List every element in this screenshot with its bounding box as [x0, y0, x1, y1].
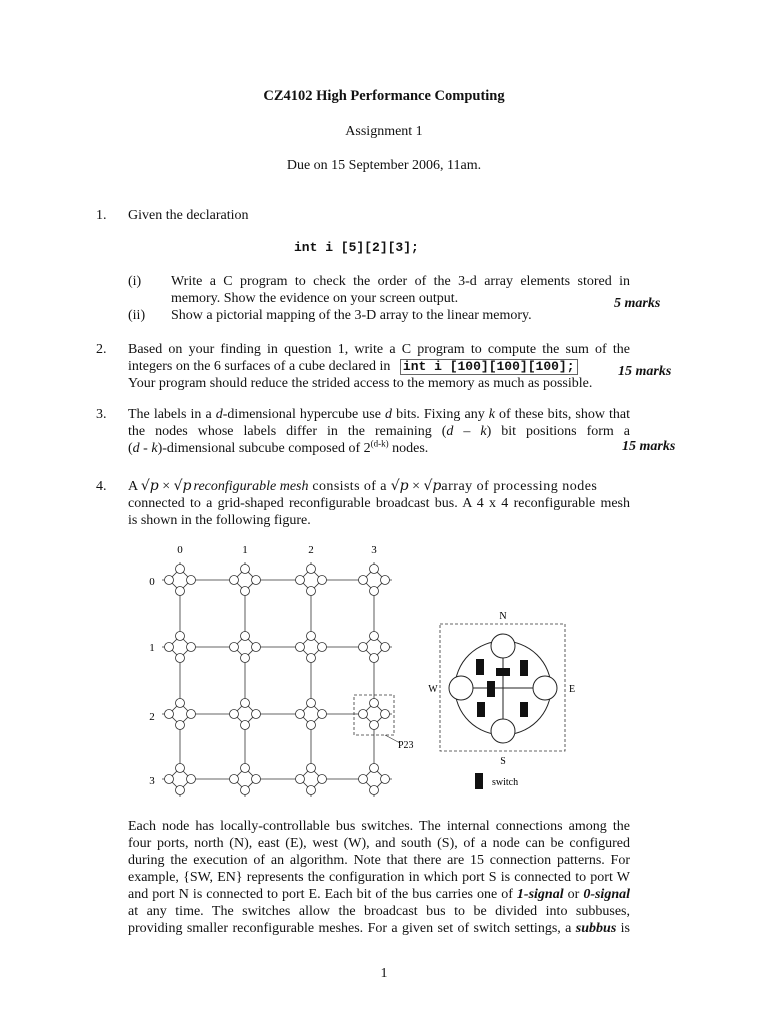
col-labels	[177, 544, 377, 556]
q1-part-ii-label: (ii)	[128, 308, 146, 323]
q2-line2-text: integers on the 6 surfaces of a cube declared in	[128, 359, 391, 374]
col-label: 3	[371, 544, 377, 556]
mesh-node-port	[296, 710, 305, 719]
mesh-node-port	[165, 576, 174, 585]
q3-var-k: k	[480, 424, 487, 439]
mesh-node-port	[370, 632, 379, 641]
q3-text: ) bit positions form a	[486, 424, 630, 439]
switch-block	[520, 702, 528, 717]
mesh-node-port	[165, 775, 174, 784]
q1-number: 1.	[96, 208, 107, 223]
row-label: 1	[149, 642, 155, 654]
q1-marks: 5 marks	[614, 296, 661, 311]
body-text: is	[616, 921, 631, 936]
body-text: providing smaller reconfigurable meshes. For a given set of switch settings, a	[128, 921, 576, 936]
port-e-circle	[533, 676, 557, 700]
q3-text: nodes.	[388, 441, 429, 456]
mesh-node-port	[370, 587, 379, 596]
q3-line3	[128, 440, 630, 457]
q4-line2: connected to a grid-shaped reconfigurable broadcast bus. A 4 x 4 reconfigurable mesh	[128, 496, 630, 511]
sqrt-p: √p	[140, 478, 159, 494]
body-line-4: example, {SW, EN} represents the configuration in which port S is connected to port W	[128, 870, 630, 885]
body-line-7	[128, 920, 630, 937]
mesh-node-port	[252, 576, 261, 585]
mesh-node-port	[307, 764, 316, 773]
mesh-node-port	[241, 654, 250, 663]
switch-legend-label: switch	[492, 777, 519, 788]
mesh-node-port	[241, 721, 250, 730]
q3-text: -dimensional hypercube use	[222, 407, 386, 422]
mesh-node-port	[307, 632, 316, 641]
switch-block	[487, 681, 495, 697]
mesh-node-port	[165, 643, 174, 652]
q4-text: array of processing nodes	[441, 479, 598, 494]
q3-text: -	[139, 441, 152, 456]
term-subbus: subbus	[575, 921, 617, 936]
mesh-node-port	[230, 643, 239, 652]
q3-text: bits. Fixing any	[392, 407, 489, 422]
mesh-node-port	[359, 775, 368, 784]
mesh-node-port	[230, 576, 239, 585]
mesh-node-port	[370, 786, 379, 795]
mesh-node-port	[381, 643, 390, 652]
mesh-node-port	[296, 576, 305, 585]
mesh-node-port	[176, 764, 185, 773]
mesh-node-port	[370, 764, 379, 773]
mesh-node-port	[381, 710, 390, 719]
mesh-node-port	[176, 786, 185, 795]
switch-block	[476, 659, 484, 675]
term-reconfigurable-mesh: reconfigurable mesh	[193, 479, 309, 494]
mesh-node-port	[318, 576, 327, 585]
mesh-node-port	[230, 710, 239, 719]
page-title: CZ4102 High Performance Computing	[263, 88, 505, 104]
mesh-node-port	[307, 786, 316, 795]
q1-part-i-line1: Write a C program to check the order of the 3-d array elements stored in	[171, 274, 630, 289]
mesh-node-port	[381, 775, 390, 784]
body-line-6: at any time. The switches allow the broadcast bus to be divided into subbuses,	[128, 904, 630, 919]
q4-text: A	[128, 479, 141, 494]
col-label: 2	[308, 544, 314, 556]
q2-code: int i [100][100][100];	[400, 359, 578, 375]
col-label: 0	[177, 544, 183, 556]
q3-var-d: d	[446, 424, 454, 439]
mesh-node-port	[318, 710, 327, 719]
mesh-node-port	[241, 565, 250, 574]
mesh-node-port	[370, 654, 379, 663]
assignment-subtitle: Assignment 1	[345, 124, 423, 139]
mesh-node-port	[176, 654, 185, 663]
mesh-node-port	[359, 576, 368, 585]
q3-text: The labels in a	[128, 407, 216, 422]
mesh-node-port	[307, 654, 316, 663]
sqrt-p: √p	[390, 478, 409, 494]
body-text: and port N is connected to port E. Each bit of the bus carries one of	[128, 887, 517, 902]
body-text: or	[563, 887, 584, 902]
body-line-5	[128, 886, 630, 903]
col-label: 1	[242, 544, 248, 556]
page-number: 1	[380, 966, 388, 981]
q3-var-d: d	[132, 441, 140, 456]
mesh-node-port	[296, 643, 305, 652]
mesh-node-port	[370, 699, 379, 708]
mesh-node-port	[359, 710, 368, 719]
mesh-node-port	[359, 643, 368, 652]
mesh-node-port	[187, 775, 196, 784]
switch-block	[496, 668, 510, 676]
mesh-node-port	[176, 721, 185, 730]
mesh-node-port	[176, 587, 185, 596]
q3-text: )-dimensional subcube composed of 2	[157, 441, 371, 456]
row-labels	[149, 576, 155, 787]
q3-number: 3.	[96, 407, 107, 422]
row-label: 3	[149, 775, 155, 787]
term-0-signal: 0-signal	[583, 887, 630, 902]
q2-line2	[128, 358, 630, 375]
mesh-node-port	[318, 643, 327, 652]
zoom-node	[449, 634, 557, 743]
q4-number: 4.	[96, 479, 107, 494]
mesh-node-port	[252, 643, 261, 652]
q3-line1	[128, 406, 630, 423]
term-1-signal: 1-signal	[516, 887, 564, 902]
mesh-node-port	[370, 565, 379, 574]
mesh-node-port	[176, 632, 185, 641]
q1-part-i-line2: memory. Show the evidence on your screen output.	[171, 291, 459, 306]
q3-var-d: d	[385, 407, 393, 422]
q3-var-d: d	[215, 407, 223, 422]
q1-part-i-label: (i)	[128, 274, 142, 289]
q2-marks: 15 marks	[618, 364, 672, 379]
mesh-node-port	[381, 576, 390, 585]
port-n-circle	[491, 634, 515, 658]
body-line-3: during the execution of an algorithm. Note that there are 15 connection patterns. For	[128, 853, 630, 868]
q2-line3: Your program should reduce the strided access to the memory as much as possible.	[128, 376, 593, 391]
q1-code: int i [5][2][3];	[294, 240, 419, 255]
mesh-grid	[162, 562, 392, 797]
q1-part-ii-text: Show a pictorial mapping of the 3-D array to the linear memory.	[171, 308, 532, 323]
mesh-node-port	[241, 632, 250, 641]
q1-intro: Given the declaration	[128, 208, 249, 223]
port-s-label: S	[500, 756, 506, 767]
mesh-node-port	[241, 764, 250, 773]
q3-var-k: k	[151, 441, 158, 456]
q3-text: –	[453, 424, 481, 439]
mesh-node-port	[187, 576, 196, 585]
mesh-node-port	[165, 710, 174, 719]
mesh-node-port	[176, 699, 185, 708]
q3-text: of these bits, show that	[494, 407, 630, 422]
port-n-label: N	[499, 611, 507, 622]
mesh-node-port	[307, 721, 316, 730]
q3-var-k: k	[488, 407, 495, 422]
mesh-node-port	[241, 587, 250, 596]
sqrt-p: √p	[423, 478, 442, 494]
port-s-circle	[491, 719, 515, 743]
q3-text: (	[128, 441, 133, 456]
times-sign: ×	[158, 479, 174, 494]
mesh-node-port	[241, 786, 250, 795]
q3-marks: 15 marks	[622, 439, 676, 454]
p23-label: P23	[398, 740, 414, 751]
switch-legend-icon	[475, 773, 483, 789]
times-sign: ×	[408, 479, 424, 494]
mesh-node-port	[307, 587, 316, 596]
mesh-node-port	[241, 699, 250, 708]
q4-line3: is shown in the following figure.	[128, 513, 311, 528]
q3-exponent: (d-k)	[370, 438, 389, 449]
q3-text: the nodes whose labels differ in the remaining (	[128, 424, 447, 439]
mesh-node-port	[252, 775, 261, 784]
mesh-node-port	[307, 699, 316, 708]
due-date: Due on 15 September 2006, 11am.	[286, 158, 482, 173]
sqrt-p: √p	[173, 478, 192, 494]
mesh-node-port	[187, 710, 196, 719]
mesh-node-port	[296, 775, 305, 784]
mesh-node-port	[176, 565, 185, 574]
reconfigurable-mesh-figure	[130, 536, 590, 806]
port-w-circle	[449, 676, 473, 700]
mesh-node-port	[252, 710, 261, 719]
row-label: 0	[149, 576, 155, 588]
mesh-node-port	[230, 775, 239, 784]
port-w-label: W	[428, 684, 438, 695]
switch-block	[520, 660, 528, 676]
q4-text: consists of a	[308, 479, 391, 494]
mesh-node-port	[187, 643, 196, 652]
mesh-node-port	[307, 565, 316, 574]
mesh-node-port	[318, 775, 327, 784]
row-label: 2	[149, 711, 155, 723]
switch-block	[477, 702, 485, 717]
body-line-2: four ports, north (N), east (E), west (W), and south (S), of a node can be configured	[128, 836, 630, 851]
q2-number: 2.	[96, 342, 107, 357]
q2-line1: Based on your finding in question 1, write a C program to compute the sum of the	[128, 342, 630, 357]
port-e-label: E	[568, 684, 576, 695]
mesh-node-port	[370, 721, 379, 730]
body-line-1: Each node has locally-controllable bus switches. The internal connections among the	[128, 819, 630, 834]
q4-line1	[128, 478, 630, 495]
